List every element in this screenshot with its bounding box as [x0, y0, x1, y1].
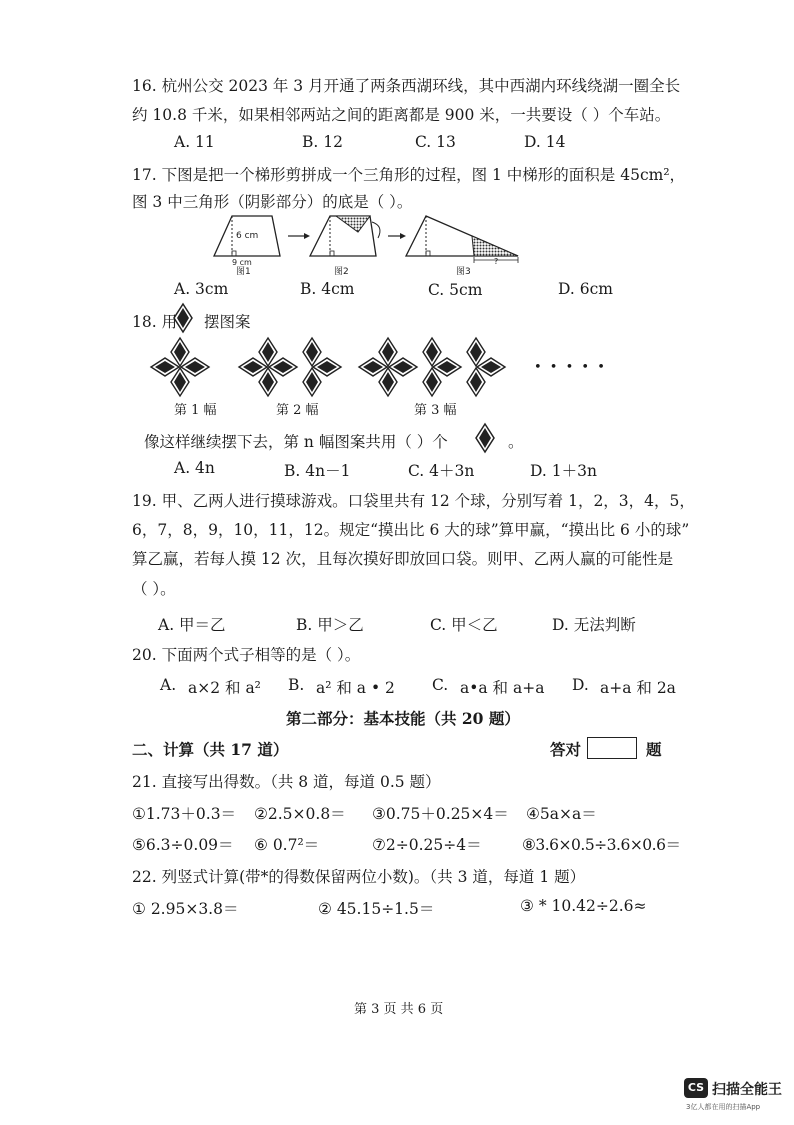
arrow-right-icon: [388, 233, 406, 239]
rhombus-tile: [467, 338, 485, 366]
rhombus-tile: [239, 358, 267, 376]
q18-caption-3: 第 3 幅: [414, 403, 457, 418]
rhombus-tile: [389, 358, 417, 376]
fig1-caption: 图1: [236, 267, 251, 277]
rhombus-tile: [259, 338, 277, 366]
rhombus-tile: [433, 358, 461, 376]
rhombus-tile: [181, 358, 209, 376]
fig1-base-label: 9 cm: [232, 258, 252, 267]
q18-prompt-suffix: 摆图案: [204, 313, 251, 331]
score-answer-box[interactable]: [587, 737, 637, 759]
rhombus-tile: [303, 338, 321, 366]
rhombus-tile: [171, 368, 189, 396]
q22-title: 22. 列竖式计算(带*的得数保留两位小数)。（共 3 道，每道 1 题）: [132, 868, 586, 886]
q20-option-b-expr: a² 和 a • 2: [316, 679, 395, 697]
q21-item-1: ①1.73＋0.3＝: [132, 805, 237, 823]
fig1-height-label: 6 cm: [236, 231, 259, 241]
trapezoid-figures: [200, 208, 530, 278]
q18-option-a: A. 4n: [174, 459, 215, 477]
q17-line2: 图 3 中三角形（阴影部分）的底是（ ）。: [132, 193, 413, 211]
q21-item-7: ⑦2÷0.25÷4＝: [372, 836, 482, 854]
fig3-caption: 图3: [456, 267, 471, 277]
q21-item-6: ⑥ 0.7²＝: [254, 836, 320, 854]
figure-3-triangle: [406, 216, 518, 263]
q20-option-d-letter: D.: [572, 676, 589, 694]
q21-item-8: ⑧3.6×0.5÷3.6×0.6＝: [522, 836, 681, 854]
rhombus-tile: [151, 358, 179, 376]
q18-question-suffix: 。: [508, 433, 524, 451]
rhombus-tile: [477, 358, 505, 376]
section-title: 二、计算（共 17 道）: [132, 740, 289, 759]
camscanner-logo-icon: CS: [684, 1078, 708, 1098]
q19-option-d: D. 无法判断: [552, 616, 636, 634]
q20-line1: 20. 下面两个式子相等的是（ ）。: [132, 646, 361, 664]
q17-option-c: C. 5cm: [428, 281, 483, 299]
q19-option-a: A. 甲＝乙: [158, 616, 226, 634]
q21-item-3: ③0.75＋0.25×4＝: [372, 805, 509, 823]
q22-item-1: ① 2.95×3.8＝: [132, 900, 239, 918]
figure-2-trapezoid: [310, 216, 380, 256]
watermark-name: 扫描全能王: [712, 1082, 782, 1098]
q16-line1: 16. 杭州公交 2023 年 3 月开通了两条西湖环线，其中西湖内环线绕湖一圈全长: [132, 77, 681, 95]
q21-title: 21. 直接写出得数。（共 8 道，每道 0.5 题）: [132, 773, 441, 791]
q18-prompt-prefix: 18. 用: [132, 313, 178, 331]
q19-line3: 算乙赢，若每人摸 12 次，且每次摸好即放回口袋。则甲、乙两人赢的可能性是: [132, 550, 674, 568]
q20-option-c-expr: a•a 和 a+a: [460, 679, 545, 697]
q20-option-c-letter: C.: [432, 676, 449, 694]
rhombus-patterns: [150, 335, 530, 405]
page-number: 第 3 页 共 6 页: [354, 1002, 444, 1017]
rhombus-tile: [423, 368, 441, 396]
rhombus-icon: [172, 303, 194, 333]
rhombus-tile: [269, 358, 297, 376]
q16-option-d: D. 14: [524, 133, 566, 151]
score-suffix: 题: [646, 740, 662, 759]
rhombus-tile: [467, 368, 485, 396]
rhombus-tile: [313, 358, 341, 376]
q19-line4: （ ）。: [132, 580, 176, 598]
arrow-right-icon: [288, 233, 310, 239]
fig2-caption: 图2: [334, 267, 349, 277]
q20-option-a-expr: a×2 和 a²: [188, 679, 261, 697]
rhombus-tile: [259, 368, 277, 396]
q16-option-a: A. 11: [174, 133, 215, 151]
q21-item-5: ⑤6.3÷0.09＝: [132, 836, 234, 854]
q19-line2: 6，7，8，9，10，11，12。规定“摸出比 6 大的球”算甲赢，“摸出比 6 小的球”: [132, 521, 690, 539]
q21-item-4: ④5a×a＝: [526, 805, 597, 823]
q18-ellipsis: • • • • •: [534, 360, 607, 375]
rhombus-tile: [171, 338, 189, 366]
q18-option-c: C. 4＋3n: [408, 462, 475, 480]
q17-option-b: B. 4cm: [300, 280, 355, 298]
q18-caption-2: 第 2 幅: [276, 403, 319, 418]
watermark-tagline: 3亿人都在用的扫描App: [686, 1103, 761, 1111]
q16-option-c: C. 13: [415, 133, 456, 151]
rhombus-icon: [474, 423, 496, 453]
q19-option-b: B. 甲＞乙: [296, 616, 364, 634]
q17-option-a: A. 3cm: [174, 280, 229, 298]
q22-item-3: ③ * 10.42÷2.6≈: [520, 897, 647, 915]
q22-item-2: ② 45.15÷1.5＝: [318, 900, 435, 918]
q18-option-b: B. 4n－1: [284, 462, 351, 480]
rhombus-tile: [303, 368, 321, 396]
rhombus-tile: [379, 368, 397, 396]
rhombus-tile: [379, 338, 397, 366]
q19-line1: 19. 甲、乙两人进行摸球游戏。口袋里共有 12 个球，分别写着 1，2，3，4，5，: [132, 492, 695, 510]
q19-option-c: C. 甲＜乙: [430, 616, 498, 634]
q17-option-d: D. 6cm: [558, 280, 613, 298]
q18-question-prefix: 像这样继续摆下去，第 n 幅图案共用（ ）个: [144, 433, 448, 451]
q20-option-d-expr: a+a 和 2a: [600, 679, 676, 697]
q16-line2: 约 10.8 千米，如果相邻两站之间的距离都是 900 米，一共要设（ ）个车站。: [132, 106, 671, 124]
q18-caption-1: 第 1 幅: [174, 403, 217, 418]
score-prefix: 答对: [550, 740, 582, 759]
q18-option-d: D. 1＋3n: [530, 462, 597, 480]
q20-option-b-letter: B.: [288, 676, 305, 694]
fig3-unknown-label: ?: [494, 257, 499, 266]
rhombus-tile: [423, 338, 441, 366]
q20-option-a-letter: A.: [160, 676, 177, 694]
q21-item-2: ②2.5×0.8＝: [254, 805, 346, 823]
q16-option-b: B. 12: [302, 133, 343, 151]
q17-line1: 17. 下图是把一个梯形剪拼成一个三角形的过程，图 1 中梯形的面积是 45cm²，: [132, 166, 686, 184]
part2-title: 第二部分：基本技能（共 20 题）: [286, 709, 520, 728]
rhombus-tile: [359, 358, 387, 376]
